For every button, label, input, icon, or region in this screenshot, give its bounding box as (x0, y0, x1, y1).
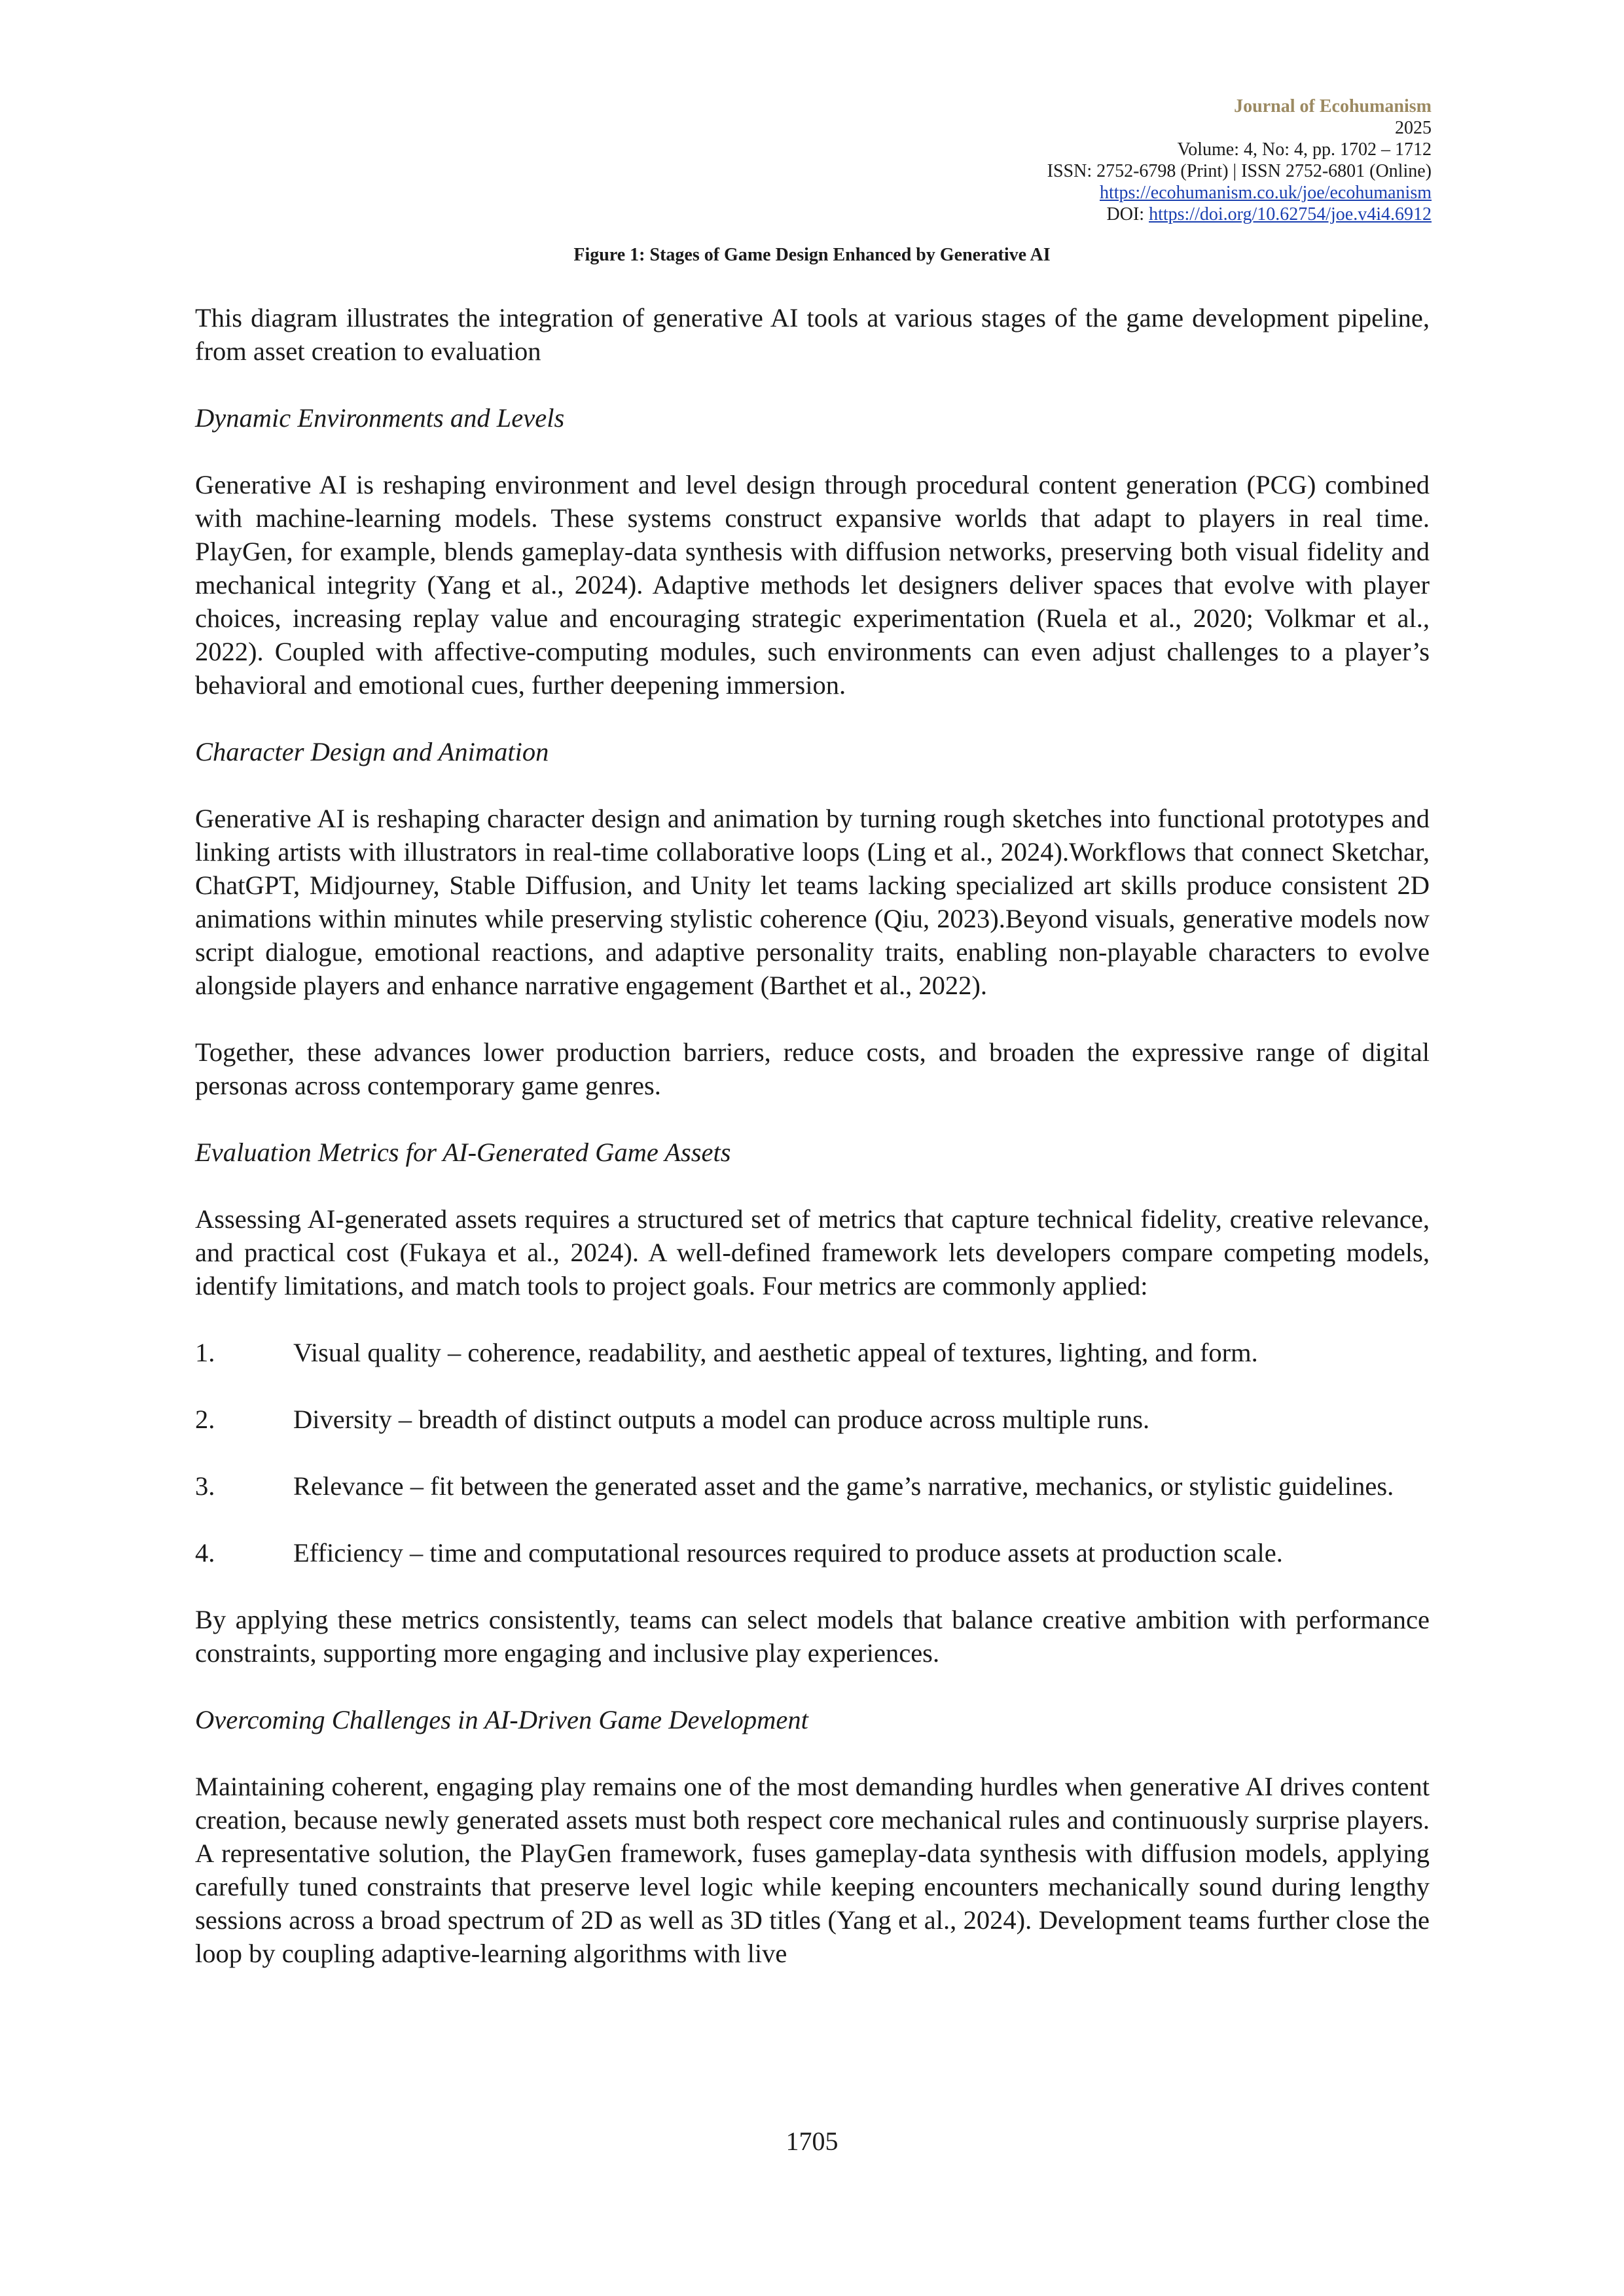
list-text: Relevance – fit between the generated asset and the game’s narrative, mechanics, or stylistic guidelines. (293, 1471, 1394, 1501)
list-text: Efficiency – time and computational resources required to produce assets at production scale. (293, 1538, 1283, 1568)
journal-url-link[interactable]: https://ecohumanism.co.uk/joe/ecohumanism (1099, 183, 1432, 203)
paragraph-character-1: Generative AI is reshaping character design and animation by turning rough sketches into functional prototypes and linking artists with illustrators in real-time collaborative loops (Ling et al., 2024).Workflows that connect Sketchar, ChatGPT, Midjourney, Stable Diffusion, and Unity let teams lacking specialized art skills produce consistent 2D animations within minutes while preserving stylistic coherence (Qiu, 2023).Beyond visuals, generative models now script dialogue, emotional reactions, and adaptive personality traits, enabling non-playable characters to evolve alongside players and enhance narrative engagement (Barthet et al., 2022). (195, 804, 1430, 1000)
journal-issn: ISSN: 2752-6798 (Print) | ISSN 2752-6801 (Online) (1047, 161, 1432, 181)
list-item (195, 1336, 1430, 1369)
article-body (195, 301, 1430, 2003)
doi-link[interactable]: https://doi.org/10.62754/joe.v4i4.6912 (1149, 204, 1432, 224)
section-heading-challenges: Overcoming Challenges in AI-Driven Game Development (195, 1705, 808, 1734)
section-heading-dynamic: Dynamic Environments and Levels (195, 403, 565, 433)
list-number: 2. (195, 1405, 215, 1434)
list-number: 3. (195, 1471, 215, 1501)
list-item (195, 1536, 1430, 1570)
paragraph-evaluation-2: By applying these metrics consistently, teams can select models that balance creative ambition with performance constraints, supporting more engaging and inclusive play experiences. (195, 1605, 1430, 1668)
paragraph-dynamic: Generative AI is reshaping environment and level design through procedural content generation (PCG) combined with machine-learning models. These systems construct expansive worlds that adapt to players in real time. PlayGen, for example, blends gameplay-data synthesis with diffusion networks, preserving both visual fidelity and mechanical integrity (Yang et al., 2024). Adaptive methods let designers deliver spaces that evolve with player choices, increasing replay value and encouraging strategic experimentation (Ruela et al., 2020; Volkmar et al., 2022). Coupled with affective-computing modules, such environments can even adjust challenges to a player’s behavioral and emotional cues, further deepening immersion. (195, 470, 1430, 700)
paragraph-evaluation-1: Assessing AI-generated assets requires a structured set of metrics that capture technical fidelity, creative relevance, and practical cost (Fukaya et al., 2024). A well-defined framework lets developers compare competing models, identify limitations, and match tools to project goals. Four metrics are commonly applied: (195, 1204, 1430, 1300)
journal-volume: Volume: 4, No: 4, pp. 1702 – 1712 (1177, 139, 1432, 160)
section-heading-evaluation: Evaluation Metrics for AI-Generated Game Assets (195, 1138, 731, 1167)
paragraph-challenges: Maintaining coherent, engaging play remains one of the most demanding hurdles when generative AI drives content creation, because newly generated assets must both respect core mechanical rules and continuously surprise players. A representative solution, the PlayGen framework, fuses gameplay-data synthesis with diffusion models, applying carefully tuned constraints that preserve level logic while keeping encounters mechanically sound during lengthy sessions across a broad spectrum of 2D as well as 3D titles (Yang et al., 2024). Development teams further close the loop by coupling adaptive-learning algorithms with live (195, 1772, 1430, 1968)
list-text: Visual quality – coherence, readability, and aesthetic appeal of textures, lighting, and form. (293, 1338, 1258, 1367)
doi-label: DOI: (1106, 204, 1149, 224)
page-number: 1705 (785, 2126, 839, 2156)
list-text: Diversity – breadth of distinct outputs a model can produce across multiple runs. (293, 1405, 1150, 1434)
figure-caption: Figure 1: Stages of Game Design Enhanced by Generative AI (573, 245, 1051, 265)
paragraph-character-2: Together, these advances lower production barriers, reduce costs, and broaden the expressive range of digital personas across contemporary game genres. (195, 1037, 1430, 1100)
journal-name: Journal of Ecohumanism (1234, 96, 1432, 117)
journal-doi (515, 204, 1432, 225)
journal-header (515, 96, 1432, 225)
list-number: 4. (195, 1538, 215, 1568)
intro-paragraph: This diagram illustrates the integration of generative AI tools at various stages of the game development pipeline, from asset creation to evaluation (195, 303, 1430, 366)
section-heading-character: Character Design and Animation (195, 737, 549, 766)
list-number: 1. (195, 1338, 215, 1367)
journal-year: 2025 (1395, 118, 1432, 138)
list-item (195, 1469, 1430, 1503)
list-item (195, 1403, 1430, 1436)
